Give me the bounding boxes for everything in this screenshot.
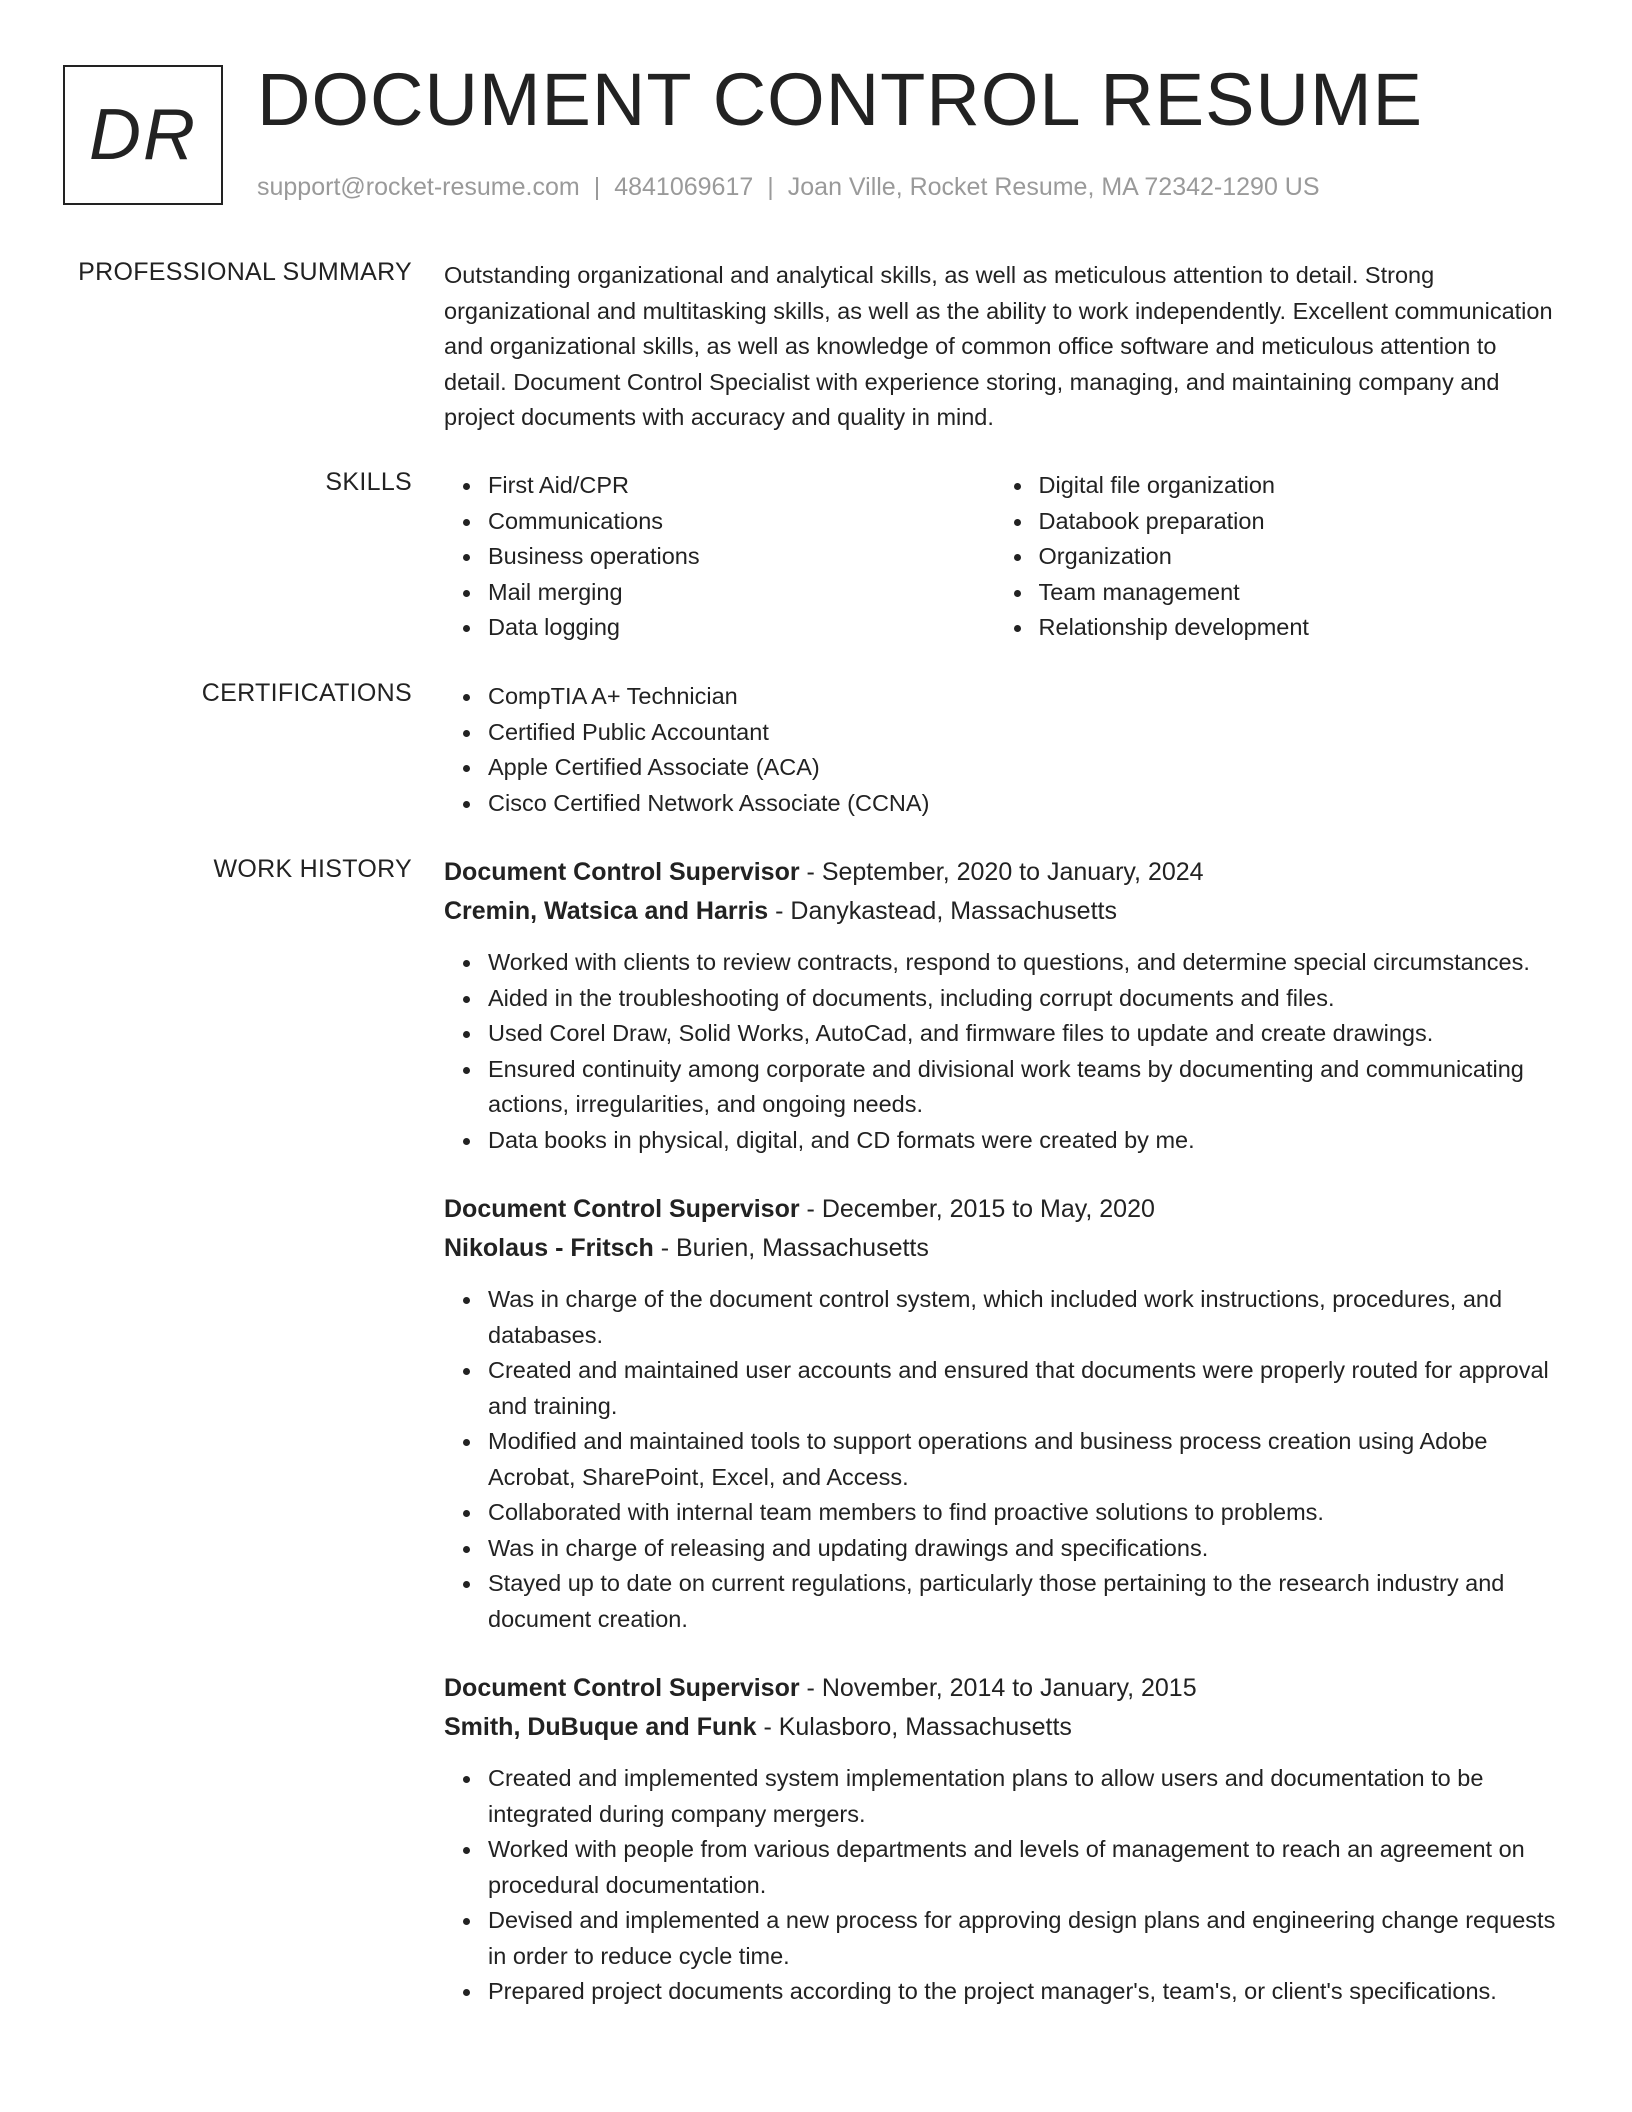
job-bullet: Devised and implemented a new process for approving design plans and engineering change requests in order to reduce cycle time.	[488, 1903, 1559, 1974]
job-bullet: Created and implemented system implementation plans to allow users and documentation to be integrated during company mergers.	[488, 1761, 1559, 1832]
section-content	[444, 853, 1559, 2042]
initials-monogram: DR	[63, 65, 223, 205]
resume-title: DOCUMENT CONTROL RESUME	[257, 58, 1423, 141]
contact-line	[257, 173, 1320, 202]
certification-item: CompTIA A+ Technician	[488, 679, 1559, 715]
job-entry	[444, 1669, 1559, 2010]
job-title-line	[444, 853, 1559, 892]
skill-item: Team management	[1039, 575, 1559, 611]
contact-email: support@rocket-resume.com	[257, 173, 580, 201]
job-bullet: Created and maintained user accounts and ensured that documents were properly routed for approval and training.	[488, 1353, 1559, 1424]
job-title-line	[444, 1669, 1559, 1708]
job-company: Nikolaus - Fritsch	[444, 1234, 654, 1262]
skill-item: Digital file organization	[1039, 468, 1559, 504]
job-bullet: Stayed up to date on current regulations, particularly those pertaining to the research industry and document creation.	[488, 1566, 1559, 1637]
job-title: Document Control Supervisor	[444, 1195, 800, 1223]
resume-header	[63, 58, 1583, 207]
skill-item: Relationship development	[1039, 610, 1559, 646]
job-entry	[444, 1190, 1559, 1637]
skill-item: Organization	[1039, 539, 1559, 575]
skills-column-1	[444, 468, 995, 646]
contact-address: Joan Ville, Rocket Resume, MA 72342-1290 US	[787, 173, 1320, 201]
skill-item: Mail merging	[488, 575, 995, 611]
job-title: Document Control Supervisor	[444, 1674, 800, 1702]
contact-separator: |	[767, 173, 774, 201]
certification-item: Cisco Certified Network Associate (CCNA)	[488, 786, 1559, 822]
job-dates: - November, 2014 to January, 2015	[806, 1674, 1197, 1702]
skills-grid	[444, 468, 1559, 646]
job-bullet: Collaborated with internal team members to find proactive solutions to problems.	[488, 1495, 1559, 1531]
summary-text: Outstanding organizational and analytical skills, as well as meticulous attention to detail. Strong organizational and multitasking skills, as well as the ability to work independently. Excellent communication and organizational skills, as well as knowledge of common office software and meticulous attention to detail. Document Control Specialist with experience storing, managing, and maintaining company and project documents with accuracy and quality in mind.	[444, 262, 1553, 430]
skills-column-2	[995, 468, 1559, 646]
job-title-line	[444, 1190, 1559, 1229]
section-content	[444, 679, 1559, 821]
skill-item: Databook preparation	[1039, 504, 1559, 540]
job-bullet: Worked with people from various departments and levels of management to reach an agreement on procedural documentation.	[488, 1832, 1559, 1903]
section-label: PROFESSIONAL SUMMARY	[78, 258, 412, 286]
job-company-line	[444, 1229, 1559, 1268]
job-bullet: Was in charge of the document control system, which included work instructions, procedures, and databases.	[488, 1282, 1559, 1353]
job-bullet: Was in charge of releasing and updating drawings and specifications.	[488, 1531, 1559, 1567]
job-bullets	[444, 1282, 1559, 1637]
section-label: SKILLS	[325, 468, 412, 496]
contact-phone: 4841069617	[614, 173, 754, 201]
job-bullet: Aided in the troubleshooting of documents, including corrupt documents and files.	[488, 981, 1559, 1017]
job-entry	[444, 853, 1559, 1158]
job-bullets	[444, 945, 1559, 1158]
skill-item: First Aid/CPR	[488, 468, 995, 504]
job-bullets	[444, 1761, 1559, 2010]
section-label: CERTIFICATIONS	[201, 679, 412, 707]
job-dates: - December, 2015 to May, 2020	[806, 1195, 1155, 1223]
job-company: Cremin, Watsica and Harris	[444, 897, 769, 925]
skill-item: Business operations	[488, 539, 995, 575]
job-dates: - September, 2020 to January, 2024	[806, 858, 1204, 886]
certifications-list	[444, 679, 1559, 821]
job-company-line	[444, 892, 1559, 931]
job-bullet: Ensured continuity among corporate and divisional work teams by documenting and communicating actions, irregularities, and ongoing needs.	[488, 1052, 1559, 1123]
skill-item: Data logging	[488, 610, 995, 646]
job-bullet: Modified and maintained tools to support operations and business process creation using Adobe Acrobat, SharePoint, Excel, and Access.	[488, 1424, 1559, 1495]
job-location: - Burien, Massachusetts	[660, 1234, 929, 1262]
contact-separator: |	[593, 173, 601, 201]
section-label: WORK HISTORY	[213, 855, 412, 883]
job-bullet: Worked with clients to review contracts, respond to questions, and determine special circumstances.	[488, 945, 1559, 981]
certification-item: Apple Certified Associate (ACA)	[488, 750, 1559, 786]
job-location: - Danykastead, Massachusetts	[775, 897, 1117, 925]
job-company-line	[444, 1708, 1559, 1747]
job-bullet: Data books in physical, digital, and CD formats were created by me.	[488, 1123, 1559, 1159]
skill-item: Communications	[488, 504, 995, 540]
job-company: Smith, DuBuque and Funk	[444, 1713, 757, 1741]
section-content	[444, 258, 1559, 436]
job-title: Document Control Supervisor	[444, 858, 800, 886]
job-bullet: Prepared project documents according to the project manager's, team's, or client's specifications.	[488, 1974, 1559, 2010]
job-bullet: Used Corel Draw, Solid Works, AutoCad, and firmware files to update and create drawings.	[488, 1016, 1559, 1052]
certification-item: Certified Public Accountant	[488, 715, 1559, 751]
job-location: - Kulasboro, Massachusetts	[763, 1713, 1072, 1741]
